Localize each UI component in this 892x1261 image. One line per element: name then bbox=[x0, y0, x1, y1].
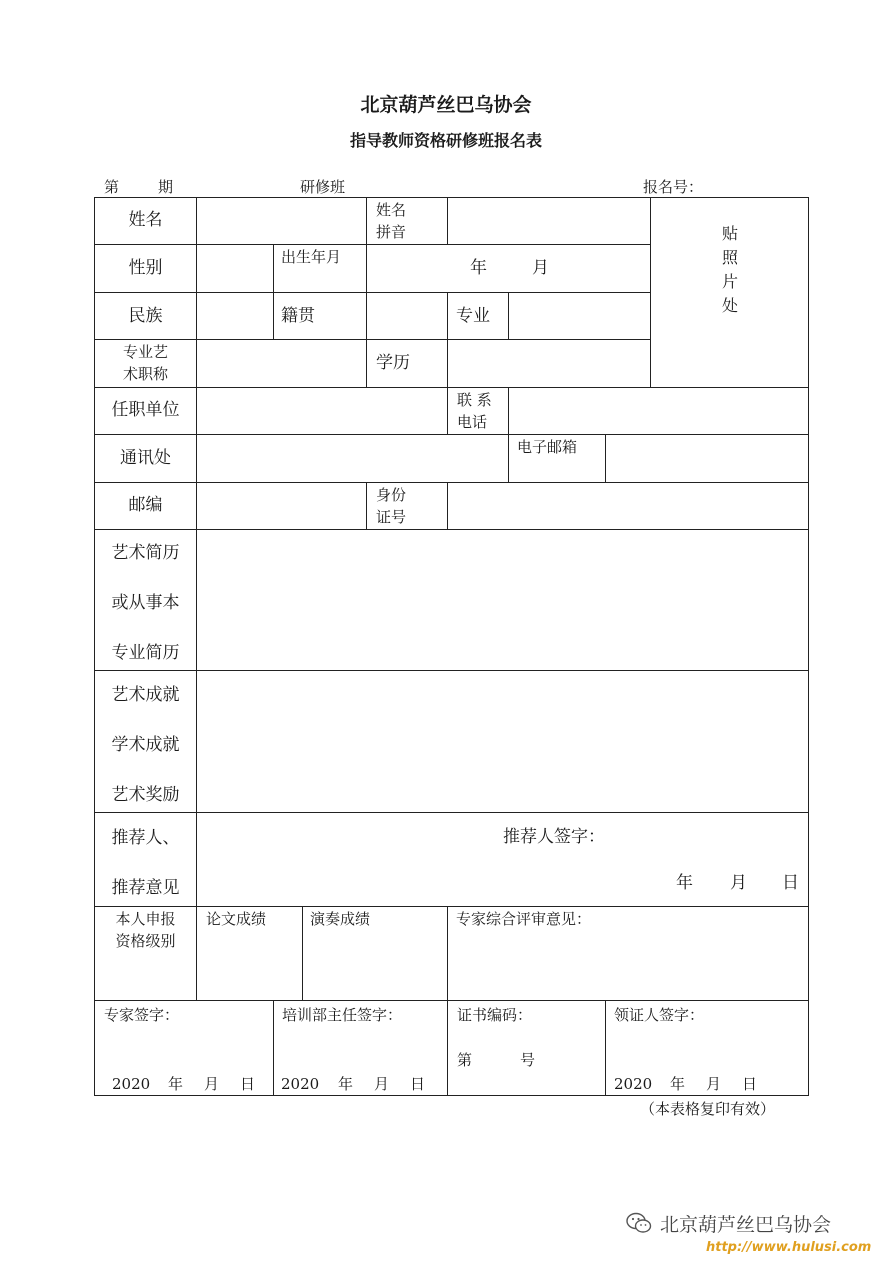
phone-label-2: 电话 bbox=[457, 413, 488, 431]
address-field[interactable] bbox=[198, 436, 507, 481]
professional-title-field[interactable] bbox=[198, 341, 365, 386]
id-number-field[interactable] bbox=[449, 484, 807, 528]
pinyin-label-2: 拼音 bbox=[376, 223, 407, 241]
employer-label: 任职单位 bbox=[111, 400, 180, 420]
registration-number-label: 报名号： bbox=[643, 178, 704, 196]
native-place-label: 籍贯 bbox=[281, 306, 315, 326]
professional-title-label-1: 专业艺 bbox=[122, 343, 168, 361]
expert-date-m: 月 bbox=[204, 1075, 220, 1093]
performance-score-label: 演奏成绩 bbox=[310, 910, 371, 928]
achievements-label-line-2: 学术成就 bbox=[111, 735, 180, 755]
resume-label bbox=[95, 538, 196, 663]
receiver-sign-label: 领证人签字： bbox=[614, 1006, 705, 1024]
class-label: 研修班 bbox=[300, 178, 346, 196]
phone-field[interactable] bbox=[510, 389, 807, 433]
watermark-account: 北京葫芦丝巴乌协会 bbox=[660, 1214, 832, 1236]
achievements-label-line-1: 艺术成就 bbox=[111, 685, 180, 705]
director-date-d: 日 bbox=[410, 1075, 426, 1093]
resume-field[interactable] bbox=[198, 531, 807, 669]
expert-sign-label: 专家签字： bbox=[104, 1006, 180, 1024]
thesis-score-label: 论文成绩 bbox=[206, 910, 267, 928]
photo-char-1: 贴 bbox=[721, 224, 738, 243]
birth-label: 出生年月 bbox=[281, 248, 342, 266]
expert-date-year: 2020 bbox=[112, 1075, 151, 1093]
form-org-title: 北京葫芦丝巴乌协会 bbox=[360, 94, 532, 116]
certificate-number-prefix: 第 bbox=[457, 1051, 473, 1069]
email-label: 电子邮箱 bbox=[517, 438, 578, 456]
expert-date-d: 日 bbox=[240, 1075, 256, 1093]
issue-suffix: 期 bbox=[158, 178, 174, 196]
apply-level-label-2: 资格级别 bbox=[115, 932, 176, 950]
photo-char-2: 照 bbox=[721, 248, 738, 267]
native-place-field[interactable] bbox=[368, 294, 446, 338]
expert-opinion-label: 专家综合评审意见： bbox=[456, 910, 592, 928]
education-field[interactable] bbox=[449, 341, 649, 386]
pinyin-field[interactable] bbox=[449, 199, 649, 243]
receiver-date-d: 日 bbox=[742, 1075, 758, 1093]
major-field[interactable] bbox=[510, 294, 649, 338]
recommendation-label bbox=[95, 823, 196, 898]
resume-label-line-1: 艺术简历 bbox=[111, 543, 180, 563]
achievements-label-line-3: 艺术奖励 bbox=[111, 785, 180, 805]
receiver-date-y: 年 bbox=[670, 1075, 686, 1093]
address-label: 通讯处 bbox=[120, 448, 171, 468]
resume-label-line-3: 专业简历 bbox=[111, 643, 180, 663]
birth-month-label: 月 bbox=[532, 258, 549, 278]
director-date-m: 月 bbox=[374, 1075, 390, 1093]
gender-field[interactable] bbox=[198, 246, 272, 291]
name-field[interactable] bbox=[198, 199, 365, 243]
recommend-year-label: 年 bbox=[676, 873, 693, 893]
achievements-field[interactable] bbox=[198, 672, 807, 811]
form-subtitle: 指导教师资格研修班报名表 bbox=[349, 131, 542, 150]
gender-label: 性别 bbox=[128, 258, 163, 278]
recommend-day-label: 日 bbox=[782, 873, 799, 893]
email-field[interactable] bbox=[607, 436, 807, 481]
id-number-label-2: 证号 bbox=[376, 508, 407, 526]
watermark-url: http://www.hulusi.com bbox=[706, 1240, 872, 1255]
issue-prefix: 第 bbox=[104, 178, 120, 196]
recommend-month-label: 月 bbox=[730, 873, 747, 893]
apply-level-label-1: 本人申报 bbox=[115, 910, 176, 928]
pinyin-label-1: 姓名 bbox=[376, 201, 407, 219]
wechat-icon bbox=[626, 1212, 652, 1234]
postcode-field[interactable] bbox=[198, 484, 365, 528]
expert-opinion-field[interactable] bbox=[449, 935, 807, 999]
recommender-sign-label: 推荐人签字： bbox=[503, 827, 605, 847]
copy-valid-note: （本表格复印有效） bbox=[640, 1100, 776, 1118]
director-sign-label: 培训部主任签字： bbox=[282, 1006, 403, 1024]
employer-field[interactable] bbox=[198, 389, 446, 433]
education-label: 学历 bbox=[376, 353, 410, 373]
major-label: 专业 bbox=[456, 306, 490, 326]
photo-char-4: 处 bbox=[721, 296, 738, 315]
birth-year-label: 年 bbox=[470, 258, 487, 278]
certificate-number-suffix: 号 bbox=[520, 1051, 536, 1069]
director-date-y: 年 bbox=[338, 1075, 354, 1093]
receiver-date-m: 月 bbox=[706, 1075, 722, 1093]
director-date-year: 2020 bbox=[281, 1075, 320, 1093]
professional-title-label-2: 术职称 bbox=[122, 365, 168, 383]
phone-label-1: 联 系 bbox=[457, 391, 492, 409]
achievements-label bbox=[95, 680, 196, 805]
id-number-label-1: 身份 bbox=[376, 486, 407, 504]
postcode-label: 邮编 bbox=[128, 495, 163, 515]
expert-date-y: 年 bbox=[168, 1075, 184, 1093]
name-label: 姓名 bbox=[128, 210, 163, 230]
recommendation-label-line-1: 推荐人、 bbox=[111, 828, 180, 848]
ethnicity-label: 民族 bbox=[128, 306, 163, 326]
receiver-date-year: 2020 bbox=[614, 1075, 653, 1093]
photo-char-3: 片 bbox=[721, 272, 738, 291]
recommendation-label-line-2: 推荐意见 bbox=[111, 878, 180, 898]
ethnicity-field[interactable] bbox=[198, 294, 272, 338]
certificate-code-label: 证书编码： bbox=[457, 1006, 533, 1024]
resume-label-line-2: 或从事本 bbox=[111, 593, 180, 613]
